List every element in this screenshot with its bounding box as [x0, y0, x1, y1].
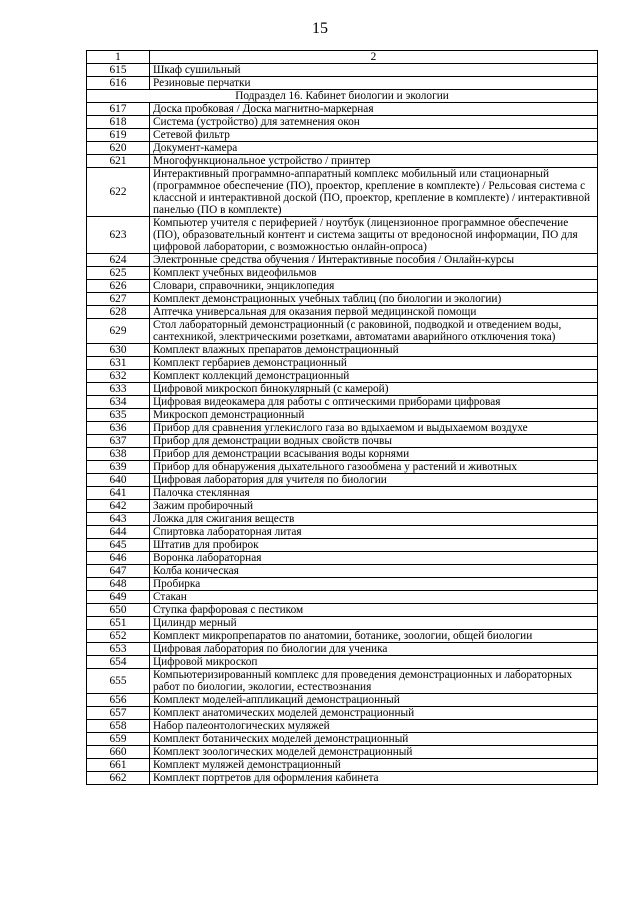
row-number: 618: [87, 116, 150, 129]
row-item-name: Пробирка: [150, 578, 598, 591]
table-row: [87, 591, 598, 604]
table-row: [87, 168, 598, 217]
table-row: [87, 526, 598, 539]
table-row: [87, 552, 598, 565]
row-item-name: Набор палеонтологических муляжей: [150, 720, 598, 733]
table-row: [87, 565, 598, 578]
table-row: [87, 461, 598, 474]
row-item-name: Ступка фарфоровая с пестиком: [150, 604, 598, 617]
row-number: 640: [87, 474, 150, 487]
row-number: 639: [87, 461, 150, 474]
table-row: [87, 746, 598, 759]
row-number: 616: [87, 77, 150, 90]
table-row: [87, 357, 598, 370]
row-item-name: Цифровой микроскоп бинокулярный (с камерой): [150, 383, 598, 396]
table-row: [87, 630, 598, 643]
table-row: [87, 64, 598, 77]
table-row: [87, 116, 598, 129]
row-number: 657: [87, 707, 150, 720]
row-item-name: Прибор для обнаружения дыхательного газообмена у растений и животных: [150, 461, 598, 474]
section-header-row: [87, 90, 598, 103]
row-item-name: Комплект микропрепаратов по анатомии, ботанике, зоологии, общей биологии: [150, 630, 598, 643]
row-item-name: Комплект коллекций демонстрационный: [150, 370, 598, 383]
row-item-name: Электронные средства обучения / Интерактивные пособия / Онлайн-курсы: [150, 254, 598, 267]
row-item-name: Система (устройство) для затемнения окон: [150, 116, 598, 129]
table-row: [87, 604, 598, 617]
row-number: 622: [87, 168, 150, 217]
table-row: [87, 370, 598, 383]
table-row: [87, 396, 598, 409]
row-number: 643: [87, 513, 150, 526]
section-title: Подраздел 16. Кабинет биологии и экологии: [87, 90, 598, 103]
row-item-name: Сетевой фильтр: [150, 129, 598, 142]
row-item-name: Словари, справочники, энциклопедия: [150, 280, 598, 293]
table-row: [87, 720, 598, 733]
table-row: [87, 656, 598, 669]
row-number: 623: [87, 217, 150, 254]
table-row: [87, 319, 598, 344]
row-item-name: Комплект учебных видеофильмов: [150, 267, 598, 280]
table-row: [87, 513, 598, 526]
row-item-name: Комплект портретов для оформления кабинета: [150, 772, 598, 785]
row-item-name: Колба коническая: [150, 565, 598, 578]
row-number: 647: [87, 565, 150, 578]
row-item-name: Стол лабораторный демонстрационный (с раковиной, подводкой и отведением воды, сантехникой, электрическими розетками, автоматами аварийного отключения тока): [150, 319, 598, 344]
row-item-name: Прибор для сравнения углекислого газа во вдыхаемом и выдыхаемом воздухе: [150, 422, 598, 435]
row-number: 641: [87, 487, 150, 500]
row-number: 656: [87, 694, 150, 707]
table-row: [87, 280, 598, 293]
table-row: [87, 617, 598, 630]
row-item-name: Комплект влажных препаратов демонстрационный: [150, 344, 598, 357]
table-row: [87, 772, 598, 785]
table-row: [87, 155, 598, 168]
row-number: 620: [87, 142, 150, 155]
row-number: 615: [87, 64, 150, 77]
table-header-row: [87, 51, 598, 64]
table-row: [87, 306, 598, 319]
table-row: [87, 578, 598, 591]
table-row: [87, 409, 598, 422]
row-number: 621: [87, 155, 150, 168]
row-item-name: Палочка стеклянная: [150, 487, 598, 500]
row-number: 660: [87, 746, 150, 759]
table-row: [87, 103, 598, 116]
table-row: [87, 267, 598, 280]
row-number: 651: [87, 617, 150, 630]
table-row: [87, 217, 598, 254]
row-number: 619: [87, 129, 150, 142]
table-row: [87, 129, 598, 142]
row-number: 650: [87, 604, 150, 617]
row-number: 662: [87, 772, 150, 785]
row-item-name: Комплект демонстрационных учебных таблиц (по биологии и экологии): [150, 293, 598, 306]
row-item-name: Воронка лабораторная: [150, 552, 598, 565]
row-number: 658: [87, 720, 150, 733]
table-row: [87, 474, 598, 487]
row-item-name: Спиртовка лабораторная литая: [150, 526, 598, 539]
table-row: [87, 707, 598, 720]
row-item-name: Компьютер учителя с периферией / ноутбук (лицензионное программное обеспечение (ПО), образовательный контент и система защиты от вредоносной информации, ПО для цифровой лаборатории, с возможностью онлайн-опроса): [150, 217, 598, 254]
row-number: 632: [87, 370, 150, 383]
row-item-name: Аптечка универсальная для оказания первой медицинской помощи: [150, 306, 598, 319]
row-number: 628: [87, 306, 150, 319]
row-item-name: Комплект зоологических моделей демонстрационный: [150, 746, 598, 759]
row-number: 645: [87, 539, 150, 552]
row-number: 636: [87, 422, 150, 435]
row-item-name: Цифровая лаборатория по биологии для ученика: [150, 643, 598, 656]
row-item-name: Прибор для демонстрации водных свойств почвы: [150, 435, 598, 448]
row-item-name: Цифровой микроскоп: [150, 656, 598, 669]
row-item-name: Цилиндр мерный: [150, 617, 598, 630]
column-header-number: 1: [87, 51, 150, 64]
row-item-name: Компьютеризированный комплекс для проведения демонстрационных и лабораторных работ по биологии, экологии, естествознания: [150, 669, 598, 694]
row-item-name: Резиновые перчатки: [150, 77, 598, 90]
table-row: [87, 694, 598, 707]
table-row: [87, 448, 598, 461]
equipment-table: [86, 50, 598, 785]
row-item-name: Прибор для демонстрации всасывания воды корнями: [150, 448, 598, 461]
row-item-name: Доска пробковая / Доска магнитно-маркерная: [150, 103, 598, 116]
table-row: [87, 643, 598, 656]
row-item-name: Многофункциональное устройство / принтер: [150, 155, 598, 168]
page-number: 15: [312, 20, 328, 37]
table-row: [87, 142, 598, 155]
row-number: 653: [87, 643, 150, 656]
row-item-name: Комплект гербариев демонстрационный: [150, 357, 598, 370]
row-item-name: Микроскоп демонстрационный: [150, 409, 598, 422]
row-number: 649: [87, 591, 150, 604]
row-number: 634: [87, 396, 150, 409]
row-number: 655: [87, 669, 150, 694]
row-item-name: Ложка для сжигания веществ: [150, 513, 598, 526]
row-number: 633: [87, 383, 150, 396]
table-row: [87, 435, 598, 448]
row-number: 661: [87, 759, 150, 772]
table-row: [87, 77, 598, 90]
table-row: [87, 500, 598, 513]
row-item-name: Зажим пробирочный: [150, 500, 598, 513]
table-row: [87, 254, 598, 267]
row-item-name: Цифровая лаборатория для учителя по биологии: [150, 474, 598, 487]
row-item-name: Комплект ботанических моделей демонстрационный: [150, 733, 598, 746]
row-number: 637: [87, 435, 150, 448]
table-row: [87, 539, 598, 552]
row-number: 630: [87, 344, 150, 357]
table-row: [87, 669, 598, 694]
row-number: 654: [87, 656, 150, 669]
row-item-name: Штатив для пробирок: [150, 539, 598, 552]
row-number: 642: [87, 500, 150, 513]
row-number: 624: [87, 254, 150, 267]
row-number: 648: [87, 578, 150, 591]
row-number: 617: [87, 103, 150, 116]
row-item-name: Цифровая видеокамера для работы с оптическими приборами цифровая: [150, 396, 598, 409]
row-number: 638: [87, 448, 150, 461]
row-number: 629: [87, 319, 150, 344]
row-item-name: Шкаф сушильный: [150, 64, 598, 77]
row-item-name: Комплект муляжей демонстрационный: [150, 759, 598, 772]
table-row: [87, 422, 598, 435]
column-header-name: 2: [150, 51, 598, 64]
table-row: [87, 344, 598, 357]
table-row: [87, 383, 598, 396]
row-number: 625: [87, 267, 150, 280]
row-number: 646: [87, 552, 150, 565]
row-item-name: Интерактивный программно-аппаратный комплекс мобильный или стационарный (программное обеспечение (ПО), проектор, крепление в комплекте) / Рельсовая система с классной и интерактивной доской (ПО, проектор, крепление в комплекте) / интерактивной панелью (ПО в комплекте): [150, 168, 598, 217]
row-number: 652: [87, 630, 150, 643]
row-number: 659: [87, 733, 150, 746]
row-number: 631: [87, 357, 150, 370]
row-number: 635: [87, 409, 150, 422]
row-number: 644: [87, 526, 150, 539]
row-item-name: Комплект моделей-аппликаций демонстрационный: [150, 694, 598, 707]
row-number: 627: [87, 293, 150, 306]
row-number: 626: [87, 280, 150, 293]
table-row: [87, 759, 598, 772]
table-row: [87, 293, 598, 306]
table-row: [87, 733, 598, 746]
row-item-name: Стакан: [150, 591, 598, 604]
row-item-name: Комплект анатомических моделей демонстрационный: [150, 707, 598, 720]
table-row: [87, 487, 598, 500]
row-item-name: Документ-камера: [150, 142, 598, 155]
